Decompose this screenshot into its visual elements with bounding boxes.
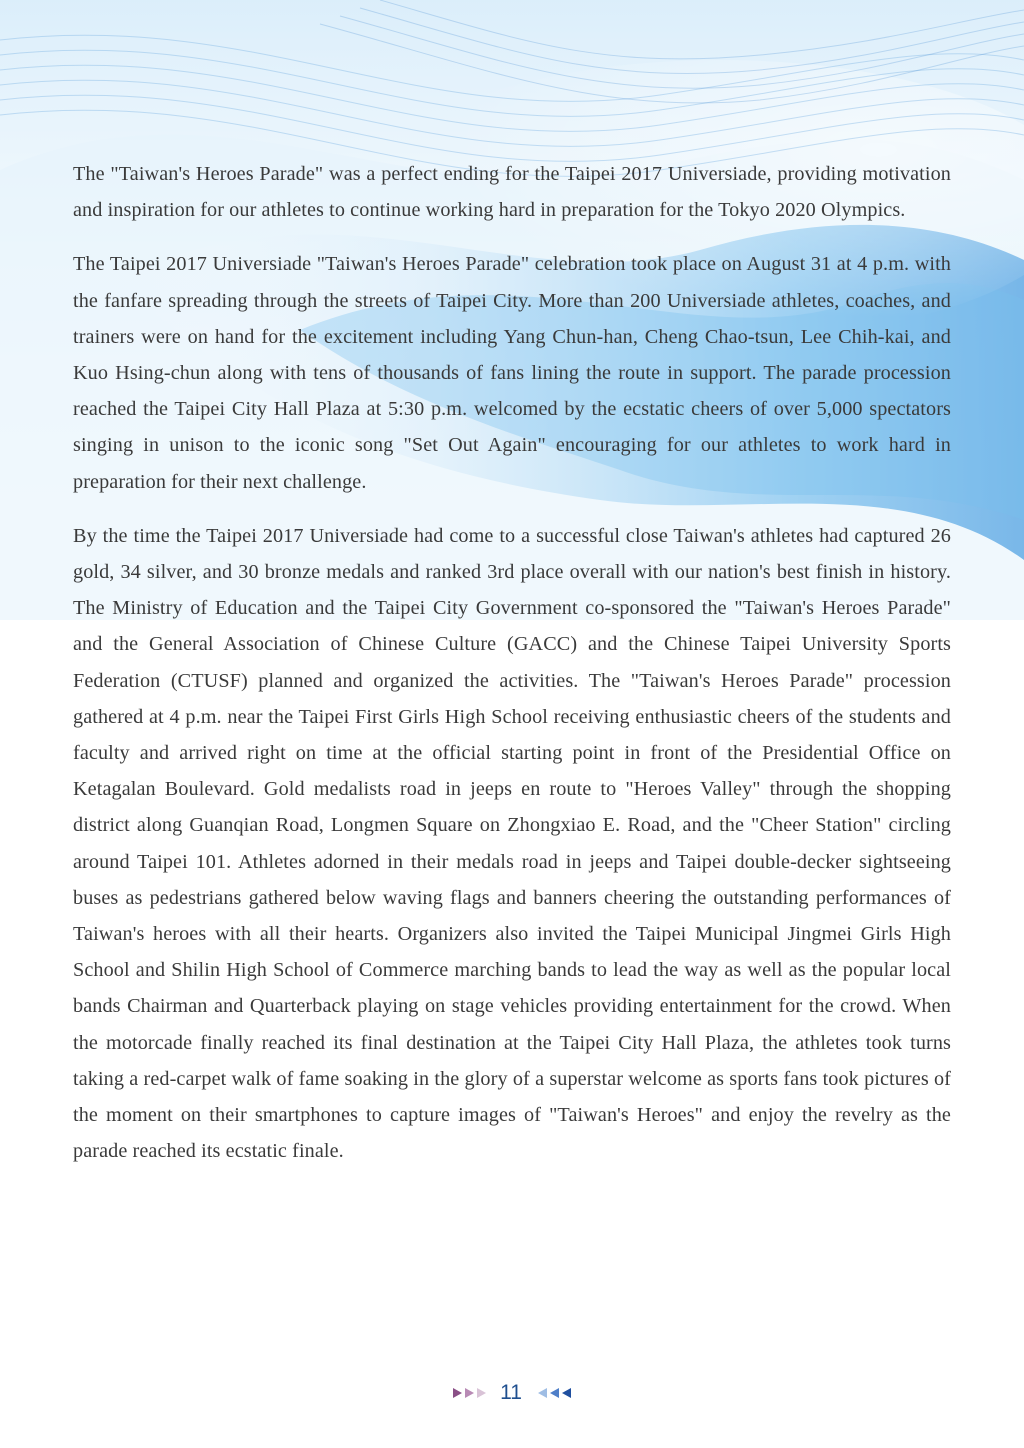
triangle-right-icon	[477, 1388, 486, 1398]
triangle-right-icon	[453, 1388, 462, 1398]
triangle-left-icon	[550, 1388, 559, 1398]
triangle-right-icon	[465, 1388, 474, 1398]
page-footer	[0, 1378, 1024, 1408]
left-arrow-decoration	[453, 1388, 486, 1398]
article-body	[73, 156, 951, 1187]
paragraph-intro: The "Taiwan's Heroes Parade" was a perfect ending for the Taipei 2017 Universiade, providing motivation and inspiration for our athletes to continue working hard in preparation for the Tokyo 2020 Olympics.	[73, 163, 951, 222]
paragraph-celebration: The Taipei 2017 Universiade "Taiwan's Heroes Parade" celebration took place on August 31 at 4 p.m. with the fanfare spreading through the streets of Taipei City. More than 200 Universiade athletes, coaches, and trainers were on hand for the excitement including Yang Chun-han, Cheng Chao-tsun, Lee Chih-kai, and Kuo Hsing-chun along with tens of thousands of fans lining the route in support. The parade procession reached the Taipei City Hall Plaza at 5:30 p.m. welcomed by the ecstatic cheers of over 5,000 spectators singing in unison to the iconic song "Set Out Again" encouraging for our athletes to work hard in preparation for their next challenge.	[73, 253, 951, 493]
paragraph-medals-and-route: By the time the Taipei 2017 Universiade had come to a successful close Taiwan's athletes had captured 26 gold, 34 silver, and 30 bronze medals and ranked 3rd place overall with our nation's best finish in history. The Ministry of Education and the Taipei City Government co-sponsored the "Taiwan's Heroes Parade" and the General Association of Chinese Culture (GACC) and the Chinese Taipei University Sports Federation (CTUSF) planned and organized the activities. The "Taiwan's Heroes Parade" procession gathered at 4 p.m. near the Taipei First Girls High School receiving enthusiastic cheers of the students and faculty and arrived right on time at the official starting point in front of the Presidential Office on Ketagalan Boulevard. Gold medalists road in jeeps en route to "Heroes Valley" through the shopping district along Guanqian Road, Longmen Square on Zhongxiao E. Road, and the "Cheer Station" circling around Taipei 101. Athletes adorned in their medals road in jeeps and Taipei double-decker sightseeing buses as pedestrians gathered below waving flags and banners cheering the outstanding performances of Taiwan's heroes with all their hearts. Organizers also invited the Taipei Municipal Jingmei Girls High School and Shilin High School of Commerce marching bands to lead the way as well as the popular local bands Chairman and Quarterback playing on stage vehicles providing entertainment for the crowd. When the motorcade finally reached its final destination at the Taipei City Hall Plaza, the athletes took turns taking a red-carpet walk of fame soaking in the glory of a superstar welcome as sports fans took pictures of the moment on their smartphones to capture images of "Taiwan's Heroes" and enjoy the revelry as the parade reached its ecstatic finale.	[73, 524, 951, 1163]
page-number: 11	[500, 1381, 522, 1404]
triangle-left-icon	[538, 1388, 547, 1398]
right-arrow-decoration	[538, 1388, 571, 1398]
triangle-left-icon	[562, 1388, 571, 1398]
